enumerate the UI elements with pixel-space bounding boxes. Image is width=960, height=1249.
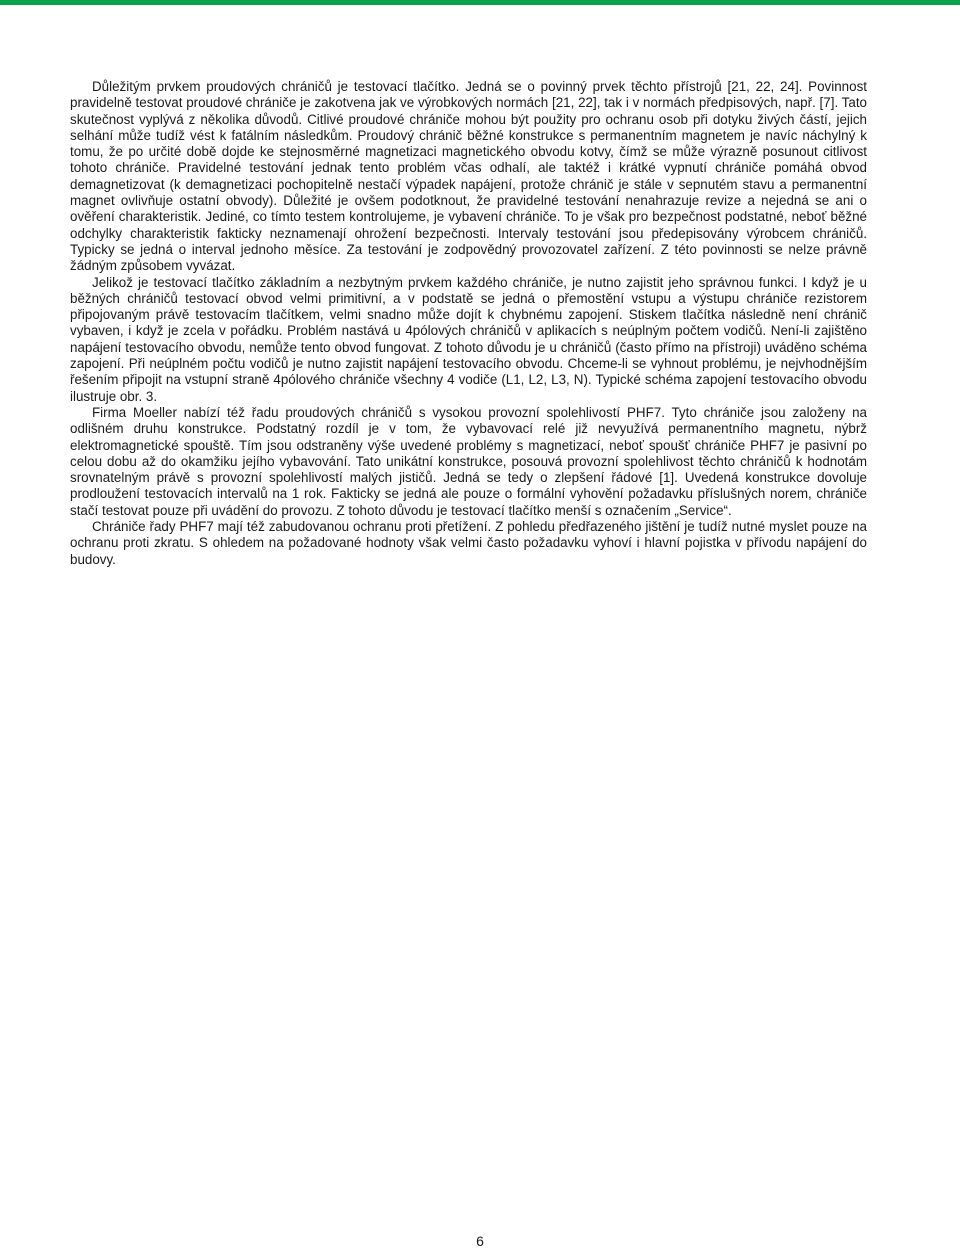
paragraph-moeller-phf7: Firma Moeller nabízí též řadu proudových chráničů s vysokou provozní spolehlivostí PHF7. Tyto chrániče jsou založeny na odlišném druhu konstrukce. Podstatný rozdíl je v tom, že vybavovací relé již nevyužívá permanentního magnetu, nýbrž elektromagnetické spouště. Tím jsou odstraněny výše uvedené problémy s magnetizací, neboť spoušť chrániče PHF7 je pasivní po celou dobu až do okamžiku jejího vybavování. Tato unikátní konstrukce, posouvá provozní spolehlivost těchto chráničů k hodnotám srovnatelným právě s provozní spolehlivostí malých jističů. Jedná se tedy o zlepšení řádové [1]. Uvedená konstrukce dovoluje prodloužení testovacích intervalů na 1 rok. Fakticky se jedná ale pouze o formální vyhovění požadavku příslušných norem, chrániče stačí testovat pouze při uvádění do provozu. Z tohoto důvodu je testovací tlačítko menší s označením „Service“. — [70, 404, 867, 518]
body-text — [70, 79, 867, 568]
page-number: 6 — [476, 1233, 484, 1249]
top-accent-bar — [0, 0, 960, 5]
paragraph-testing-button: Důležitým prvkem proudových chráničů je testovací tlačítko. Jedná se o povinný prvek těchto přístrojů [21, 22, 24]. Povinnost pravidelně testovat proudové chrániče je zakotvena jak ve výrobkových normách [21, 22], tak i v normách předpisových, např. [7]. Tato skutečnost vyplývá z několika důvodů. Citlivé proudové chrániče mohou být použity pro ochranu osob při dotyku živých částí, jejich selhání může tudíž vést k fatálním následkům. Proudový chránič běžné konstrukce s permanentním magnetem je navíc náchylný k tomu, že po určité době dojde ke stejnosměrné magnetizaci magnetického obvodu kotvy, čímž se může výrazně posunout citlivost tohoto chrániče. Pravidelné testování jednak tento problém včas odhalí, ale taktéž i krátké vypnutí chrániče pomáhá obvod demagnetizovat (k demagnetizaci pochopitelně nestačí výpadek napájení, protože chránič je stále v sepnutém stavu a permanentní magnet ovlivňuje ostatní obvody). Důležité je ovšem podotknout, že pravidelné testování nenahrazuje revize a nejedná se ani o ověření charakteristik. Jediné, co tímto testem kontrolujeme, je vybavení chrániče. To je však pro bezpečnost podstatné, neboť běžné odchylky charakteristik fakticky neznamenají ohrožení bezpečnosti. Intervaly testování jsou předepisovány výrobcem chráničů. Typicky se jedná o interval jednoho měsíce. Za testování je zodpovědný provozovatel zařízení. Z této povinnosti se nelze právně žádným způsobem vyvázat. — [70, 79, 867, 274]
paragraph-overload-protection: Chrániče řady PHF7 mají též zabudovanou ochranu proti přetížení. Z pohledu předřazeného jištění je tudíž nutné myslet pouze na ochranu proti zkratu. S ohledem na požadované hodnoty však velmi často požadavku vyhoví i hlavní pojistka v přívodu napájení do budovy. — [70, 519, 867, 567]
paragraph-test-circuit: Jelikož je testovací tlačítko základním a nezbytným prvkem každého chrániče, je nutno zajistit jeho správnou funkci. I když je u běžných chráničů testovací obvod velmi primitivní, a v podstatě se jedná o přemostění vstupu a výstupu chrániče rezistorem připojovaným právě testovacím tlačítkem, velmi snadno může dojít k chybnému zapojení. Stiskem tlačítka následně není chránič vybaven, i když je zcela v pořádku. Problém nastává u 4pólových chráničů v aplikacích s neúplným počtem vodičů. Není-li zajištěno napájení testovacího obvodu, nemůže tento obvod fungovat. Z tohoto důvodu je u chráničů (často přímo na přístroji) uváděno schéma zapojení. Při neúplném počtu vodičů je nutno zajistit napájení testovacího obvodu. Chceme-li se vyhnout problému, je nejvhodnějším řešením připojit na vstupní straně 4pólového chrániče všechny 4 vodiče (L1, L2, L3, N). Typické schéma zapojení testovacího obvodu ilustruje obr. 3. — [70, 274, 867, 404]
